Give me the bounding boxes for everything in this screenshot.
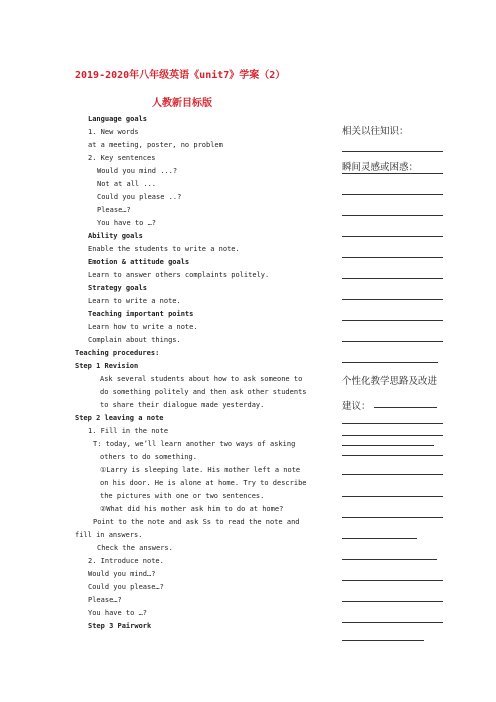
note-line xyxy=(342,320,443,321)
note-line xyxy=(342,538,417,539)
note-line xyxy=(342,423,443,424)
question-1: ①Larry is sleeping late. His mother left a note xyxy=(100,466,301,474)
note-line xyxy=(342,257,443,258)
document-title: 2019-2020年八年级英语《unit7》学案（2） xyxy=(75,70,286,81)
key-sentence: Could you please ..? xyxy=(97,193,182,201)
note-line xyxy=(342,278,443,279)
step-2-heading: Step 2 leaving a note xyxy=(75,414,164,422)
introduce-note-label: 2. Introduce note. xyxy=(88,557,164,565)
step-1-heading: Step 1 Revision xyxy=(75,362,139,370)
instruction-text: Point to the note and ask Ss to read the note and xyxy=(93,518,300,526)
suggestion-label: 建议： xyxy=(342,401,371,412)
teacher-text: others to do something. xyxy=(100,453,197,461)
language-goals-heading: Language goals xyxy=(88,115,148,123)
step-1-text: do something politely and then ask other students xyxy=(100,388,307,396)
note-line xyxy=(342,341,443,342)
step-1-text: to share their dialogue made yesterday. xyxy=(100,401,265,409)
instruction-text: fill in answers. xyxy=(75,531,143,539)
related-knowledge-label: 相关以往知识： xyxy=(342,126,409,137)
strategy-goals-text: Learn to write a note. xyxy=(88,297,181,305)
note-line xyxy=(342,194,443,195)
note-line xyxy=(342,299,443,300)
emotion-goals-text: Learn to answer others complaints politely. xyxy=(88,271,270,279)
teacher-text: T: today, we’ll learn another two ways of asking xyxy=(93,440,296,448)
important-points-heading: Teaching important points xyxy=(88,310,194,318)
note-line xyxy=(342,622,443,623)
fill-note-label: 1. Fill in the note xyxy=(88,427,169,435)
note-line xyxy=(342,496,443,497)
procedures-heading: Teaching procedures: xyxy=(75,349,160,357)
note-line xyxy=(342,362,438,363)
note-line xyxy=(342,580,443,581)
note-line xyxy=(342,215,443,216)
note-line xyxy=(342,435,443,436)
note-line xyxy=(342,445,434,446)
note-line xyxy=(342,601,443,602)
key-sentence: Please…? xyxy=(97,206,131,214)
step-1-text: Ask several students about how to ask someone to xyxy=(100,375,303,383)
strategy-goals-heading: Strategy goals xyxy=(88,284,148,292)
note-sentence: Would you mind…? xyxy=(88,570,156,578)
document-subtitle: 人教新目标版 xyxy=(152,98,212,109)
question-1: on his door. He is alone at home. Try to describe xyxy=(100,479,307,487)
ability-goals-text: Enable the students to write a note. xyxy=(88,245,240,253)
note-line xyxy=(342,455,443,456)
note-line xyxy=(342,559,437,560)
important-point: Learn how to write a note. xyxy=(88,323,198,331)
inspiration-label: 瞬间灵感或困惑： xyxy=(342,162,419,173)
ability-goals-heading: Ability goals xyxy=(88,232,143,240)
key-sentence: Not at all ... xyxy=(97,180,157,188)
important-point: Complain about things. xyxy=(88,336,181,344)
question-2: ②What did his mother ask him to do at home? xyxy=(100,505,284,513)
key-sentence: You have to …? xyxy=(97,219,157,227)
note-line xyxy=(342,517,443,518)
personalized-teaching-label: 个性化教学思路及改进 xyxy=(342,376,438,387)
note-sentence: You have to …? xyxy=(88,609,148,617)
check-answers-text: Check the answers. xyxy=(97,544,173,552)
emotion-goals-heading: Emotion & attitude goals xyxy=(88,258,190,266)
note-line xyxy=(342,640,424,641)
note-sentence: Could you please…? xyxy=(88,583,164,591)
key-sentence: Would you mind ...? xyxy=(97,167,178,175)
note-line xyxy=(342,151,443,152)
note-line xyxy=(342,236,443,237)
question-1: the pictures with one or two sentences. xyxy=(100,492,265,500)
note-line xyxy=(342,474,443,475)
new-words-label: 1. New words xyxy=(88,128,139,136)
new-words-text: at a meeting, poster, no problem xyxy=(88,141,223,149)
note-line xyxy=(374,407,437,408)
step-3-heading: Step 3 Pairwork xyxy=(88,622,152,630)
note-line xyxy=(342,173,443,174)
note-sentence: Please…? xyxy=(88,596,122,604)
key-sentences-label: 2. Key sentences xyxy=(88,154,156,162)
